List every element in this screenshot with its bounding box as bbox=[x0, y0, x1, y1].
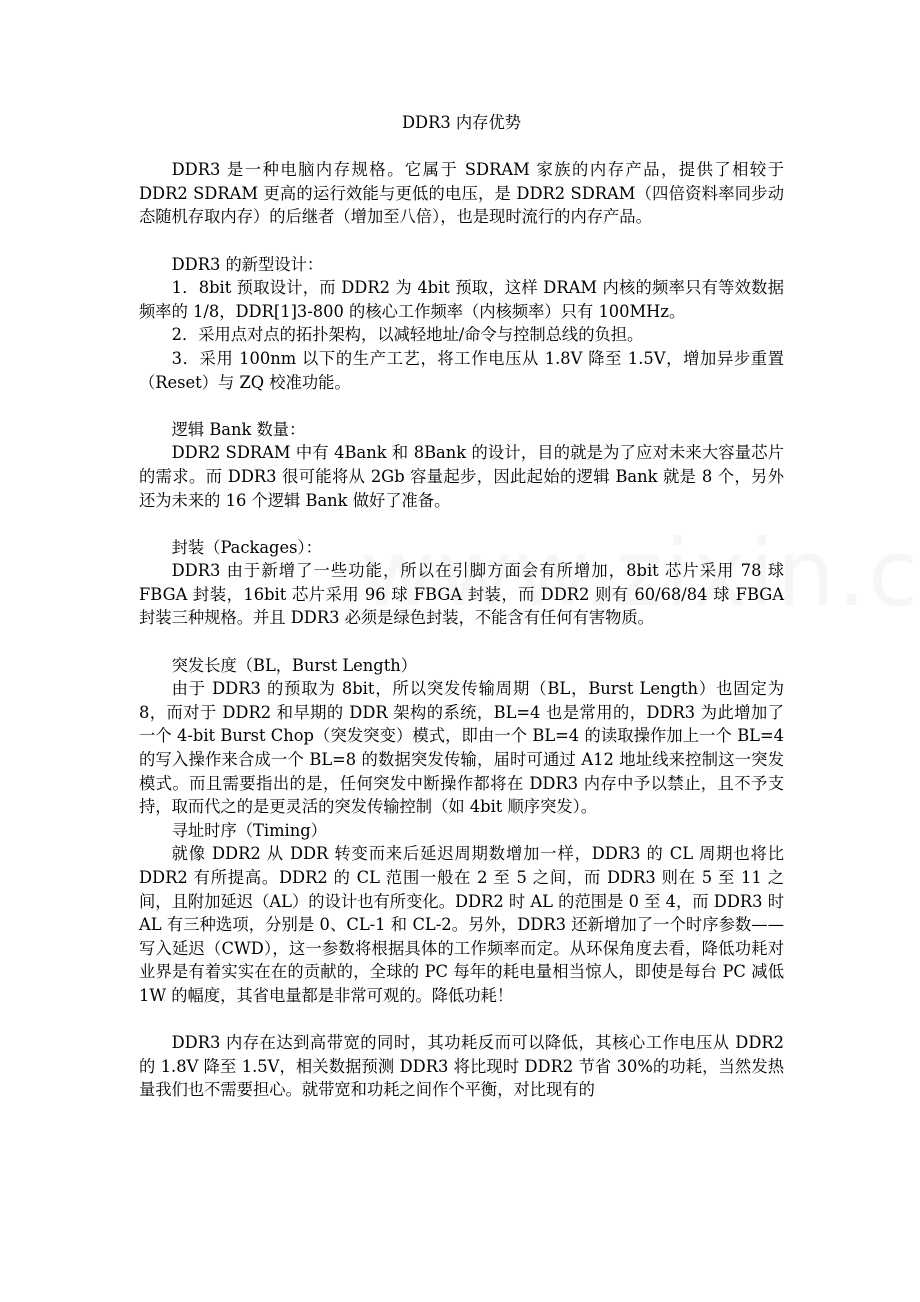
burst-heading: 突发长度（BL，Burst Length） bbox=[171, 655, 418, 675]
spacer bbox=[139, 512, 784, 536]
spacer bbox=[139, 229, 784, 253]
bank-heading: 逻辑 Bank 数量： bbox=[171, 419, 306, 439]
packages-heading: 封装（Packages）： bbox=[171, 537, 322, 557]
document-body bbox=[139, 111, 784, 1102]
timing-heading: 寻址时序（Timing） bbox=[171, 820, 327, 840]
spacer bbox=[139, 630, 784, 654]
design-item-3: 3．采用 100nm 以下的生产工艺，将工作电压从 1.8V 降至 1.5V，增加异步重置（Reset）与 ZQ 校准功能。 bbox=[139, 348, 784, 392]
timing-paragraph: 就像 DDR2 从 DDR 转变而来后延迟周期数增加一样，DDR3 的 CL 周期也将比 DDR2 有所提高。DDR2 的 CL 范围一般在 2 至 5 之间，而 DDR3 则在 5 至 11 之间，且附加延迟（AL）的设计也有所变化。DDR2 时 AL 的范围是 0 至 4，而 DDR3 时 AL 有三种选项，分别是 0、CL-1 和 CL-2。另外，DDR3 还新增加了一个时序参数——写入延迟（CWD），这一参数将根据具体的工作频率而定。从环保角度去看，降低功耗对业界是有着实实在在的贡献的，全球的 PC 每年的耗电量相当惊人，即使是每台 PC 减低 1W 的幅度，其省电量都是非常可观的。降低功耗！ bbox=[139, 844, 784, 1005]
burst-paragraph: 由于 DDR3 的预取为 8bit，所以突发传输周期（BL，Burst Length）也固定为 8，而对于 DDR2 和早期的 DDR 架构的系统，BL=4 也是常用的，DDR3 为此增加了一个 4-bit Burst Chop（突发突变）模式，即由一个 BL=4 的读取操作加上一个 BL=4 的写入操作来合成一个 BL=8 的数据突发传输，届时可通过 A12 地址线来控制这一突发模式。而且需要指出的是，任何突发中断操作都将在 DDR3 内存中予以禁止，且不予支持，取而代之的是更灵活的突发传输控制（如 4bit 顺序突发）。 bbox=[139, 679, 784, 817]
intro-paragraph: DDR3 是一种电脑内存规格。它属于 SDRAM 家族的内存产品，提供了相较于 DDR2 SDRAM 更高的运行效能与更低的电压，是 DDR2 SDRAM（四倍资料率同步动态随机存取内存）的后继者（增加至八倍），也是现时流行的内存产品。 bbox=[139, 160, 784, 227]
document-title: DDR3 内存优势 bbox=[401, 113, 522, 132]
spacer bbox=[139, 394, 784, 418]
packages-paragraph: DDR3 由于新增了一些功能，所以在引脚方面会有所增加，8bit 芯片采用 78 球 FBGA 封装，16bit 芯片采用 96 球 FBGA 封装，而 DDR2 则有 60/68/84 球 FBGA 封装三种规格。并且 DDR3 必须是绿色封装，不能含有任何有害物质。 bbox=[139, 561, 784, 628]
spacer bbox=[139, 1008, 784, 1032]
power-paragraph: DDR3 内存在达到高带宽的同时，其功耗反而可以降低，其核心工作电压从 DDR2 的 1.8V 降至 1.5V，相关数据预测 DDR3 将比现时 DDR2 节省 30%的功耗，当然发热量我们也不需要担心。就带宽和功耗之间作个平衡，对比现有的 bbox=[139, 1033, 784, 1100]
design-item-2: 2．采用点对点的拓扑架构，以减轻地址/命令与控制总线的负担。 bbox=[171, 325, 644, 345]
bank-paragraph: DDR2 SDRAM 中有 4Bank 和 8Bank 的设计，目的就是为了应对未来大容量芯片的需求。而 DDR3 很可能将从 2Gb 容量起步，因此起始的逻辑 Bank 就是 8 个，另外还为未来的 16 个逻辑 Bank 做好了准备。 bbox=[139, 443, 784, 510]
design-heading: DDR3 的新型设计： bbox=[171, 254, 324, 274]
design-item-1: 1．8bit 预取设计，而 DDR2 为 4bit 预取，这样 DRAM 内核的频率只有等效数据频率的 1/8，DDR[1]3-800 的核心工作频率（内核频率）只有 100MHz。 bbox=[139, 278, 784, 321]
